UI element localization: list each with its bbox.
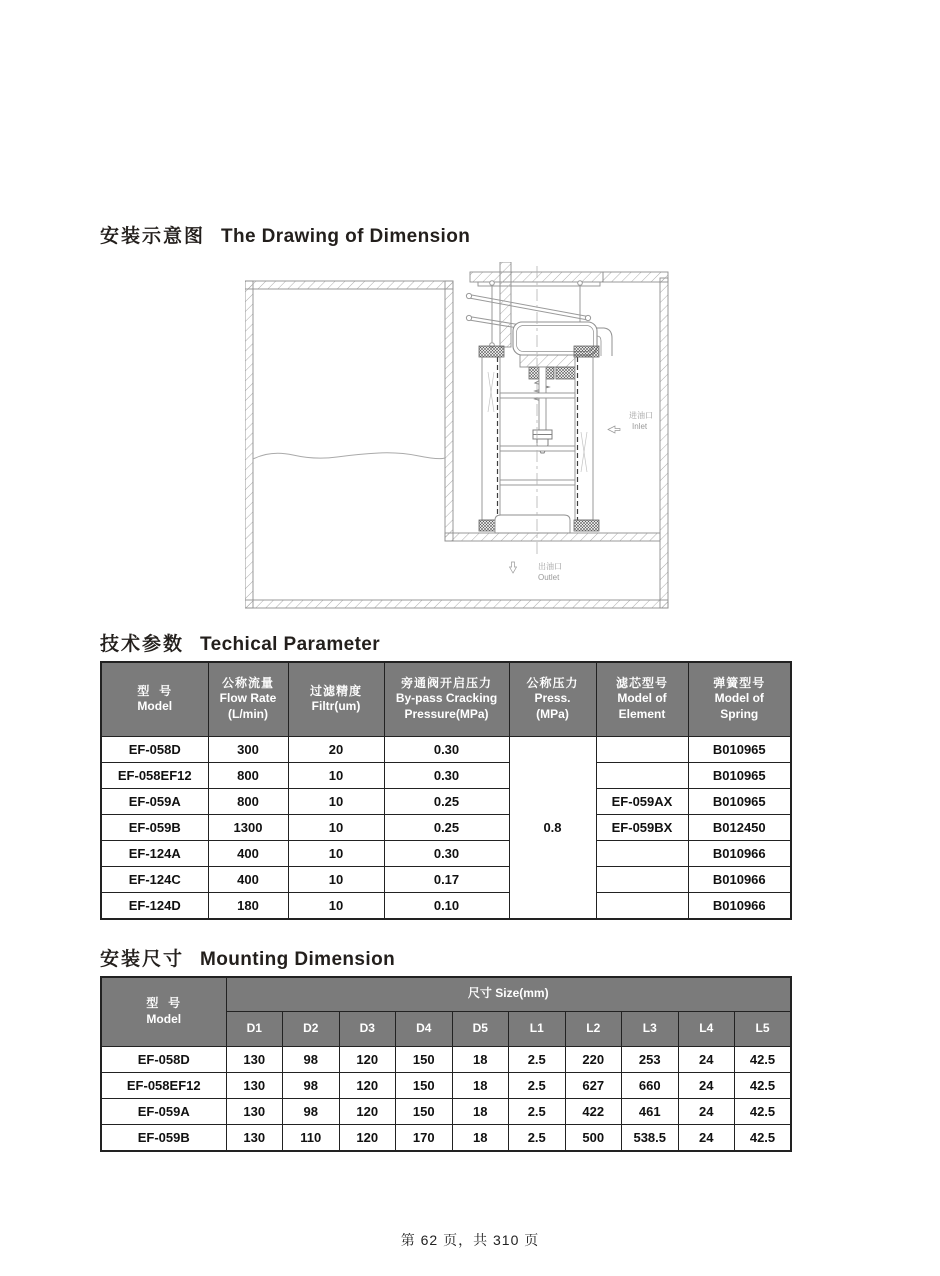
- mount-header-row-1: [101, 977, 791, 1011]
- drawing-section-title-zh: 安装示意图: [100, 226, 206, 247]
- outlet-label-zh: 出油口: [538, 562, 562, 571]
- param-section-title: [100, 629, 380, 656]
- bypass-spring: [533, 367, 552, 453]
- mount-row: [101, 1098, 791, 1124]
- cell-flow: 1300: [208, 814, 288, 840]
- cell-d4: 150: [396, 1098, 453, 1124]
- mount-header-d5: D5: [452, 1011, 509, 1046]
- cell-element: EF-059AX: [596, 788, 688, 814]
- cell-model: EF-059B: [101, 814, 208, 840]
- cell-d2: 98: [283, 1046, 340, 1072]
- mount-section-title-zh: 安装尺寸: [100, 949, 185, 970]
- cell-filtr: 10: [288, 788, 384, 814]
- param-header-model-zh: 型 号: [137, 683, 173, 698]
- cell-bypass: 0.30: [384, 736, 509, 762]
- cell-model: EF-058EF12: [101, 1072, 226, 1098]
- cell-flow: 400: [208, 866, 288, 892]
- cell-l3: 461: [622, 1098, 679, 1124]
- cell-l2: 422: [565, 1098, 622, 1124]
- mount-header-d4: D4: [396, 1011, 453, 1046]
- mount-header-l2: L2: [565, 1011, 622, 1046]
- cell-element-na: [596, 736, 688, 762]
- param-header-spring: 弹簧型号 Model of Spring: [688, 662, 791, 736]
- cell-d4: 150: [396, 1072, 453, 1098]
- cell-l4: 24: [678, 1046, 735, 1072]
- cell-model: EF-059A: [101, 788, 208, 814]
- outlet-annotation: [510, 561, 563, 582]
- drawing-section-title: [100, 221, 470, 248]
- cell-l3: 538.5: [622, 1124, 679, 1151]
- cell-d2: 98: [283, 1072, 340, 1098]
- cell-filtr: 20: [288, 736, 384, 762]
- installation-drawing: [245, 262, 670, 610]
- param-header-flow-rate: 公称流量 Flow Rate (L/min): [208, 662, 288, 736]
- cell-d3: 120: [339, 1098, 396, 1124]
- cell-spring: B012450: [688, 814, 791, 840]
- cell-model: EF-124A: [101, 840, 208, 866]
- cell-l5: 42.5: [735, 1072, 792, 1098]
- cell-l5: 42.5: [735, 1098, 792, 1124]
- mount-row: [101, 1046, 791, 1072]
- cell-l5: 42.5: [735, 1124, 792, 1151]
- outlet-label-en: Outlet: [538, 573, 560, 582]
- cell-d1: 130: [226, 1046, 283, 1072]
- cell-d1: 130: [226, 1072, 283, 1098]
- cell-press-merged: 0.8: [509, 736, 596, 919]
- cell-l1: 2.5: [509, 1046, 566, 1072]
- cell-l2: 220: [565, 1046, 622, 1072]
- cell-model: EF-058D: [101, 1046, 226, 1072]
- cell-d4: 170: [396, 1124, 453, 1151]
- param-row: [101, 788, 791, 814]
- cell-element-na: [596, 892, 688, 919]
- mount-header-model: 型 号 Model: [101, 977, 226, 1046]
- cell-flow: 800: [208, 788, 288, 814]
- cell-model: EF-124D: [101, 892, 208, 919]
- cell-element-na: [596, 840, 688, 866]
- cell-model: EF-058D: [101, 736, 208, 762]
- cell-d3: 120: [339, 1124, 396, 1151]
- cell-filtr: 10: [288, 840, 384, 866]
- cell-d1: 130: [226, 1124, 283, 1151]
- cell-l1: 2.5: [509, 1072, 566, 1098]
- param-row: [101, 762, 791, 788]
- inlet-arrow-icon: [608, 426, 620, 433]
- cell-flow: 400: [208, 840, 288, 866]
- cell-bypass: 0.30: [384, 762, 509, 788]
- cell-d5: 18: [452, 1098, 509, 1124]
- cell-spring: B010965: [688, 788, 791, 814]
- param-section-title-zh: 技术参数: [100, 634, 185, 655]
- param-header-model: [101, 662, 208, 736]
- param-row: [101, 840, 791, 866]
- outlet-arrow-icon: [510, 562, 517, 573]
- param-header-filtration: 过滤精度 Filtr(um): [288, 662, 384, 736]
- param-header-pressure: 公称压力 Press. (MPa): [509, 662, 596, 736]
- mount-header-l1: L1: [509, 1011, 566, 1046]
- mount-header-l3: L3: [622, 1011, 679, 1046]
- cell-d5: 18: [452, 1124, 509, 1151]
- cell-l1: 2.5: [509, 1098, 566, 1124]
- mount-header-d2: D2: [283, 1011, 340, 1046]
- cell-flow: 180: [208, 892, 288, 919]
- mount-header-d3: D3: [339, 1011, 396, 1046]
- cell-d2: 98: [283, 1098, 340, 1124]
- cell-spring: B010965: [688, 736, 791, 762]
- inlet-annotation: [608, 410, 653, 433]
- param-header-element: 滤芯型号 Model of Element: [596, 662, 688, 736]
- cell-filtr: 10: [288, 762, 384, 788]
- param-row: [101, 892, 791, 919]
- cell-l4: 24: [678, 1072, 735, 1098]
- mount-section-title: [100, 944, 395, 971]
- param-row: [101, 814, 791, 840]
- cell-flow: 300: [208, 736, 288, 762]
- cell-model: EF-059B: [101, 1124, 226, 1151]
- technical-parameter-table: [100, 661, 792, 920]
- mount-row: [101, 1072, 791, 1098]
- cell-l4: 24: [678, 1124, 735, 1151]
- cell-element-na: [596, 762, 688, 788]
- inlet-label-zh: 进油口: [629, 411, 653, 420]
- cell-l2: 500: [565, 1124, 622, 1151]
- inlet-label-en: Inlet: [632, 422, 648, 431]
- cell-l3: 660: [622, 1072, 679, 1098]
- oil-level-line: [253, 453, 445, 459]
- installation-drawing-svg: [245, 262, 670, 610]
- param-section-title-en: Techical Parameter: [200, 634, 381, 655]
- cell-element: EF-059BX: [596, 814, 688, 840]
- cell-bypass: 0.30: [384, 840, 509, 866]
- cell-d1: 130: [226, 1098, 283, 1124]
- mount-header-l4: L4: [678, 1011, 735, 1046]
- cell-d3: 120: [339, 1046, 396, 1072]
- drawing-section-title-en: The Drawing of Dimension: [221, 226, 471, 247]
- cell-model: EF-058EF12: [101, 762, 208, 788]
- cell-l4: 24: [678, 1098, 735, 1124]
- cell-d2: 110: [283, 1124, 340, 1151]
- cell-l3: 253: [622, 1046, 679, 1072]
- cell-d4: 150: [396, 1046, 453, 1072]
- cell-spring: B010965: [688, 762, 791, 788]
- cell-bypass: 0.17: [384, 866, 509, 892]
- cell-flow: 800: [208, 762, 288, 788]
- mount-header-size: 尺寸 Size(mm): [226, 977, 791, 1011]
- cell-d5: 18: [452, 1072, 509, 1098]
- cell-l2: 627: [565, 1072, 622, 1098]
- cell-spring: B010966: [688, 840, 791, 866]
- mount-header-d1: D1: [226, 1011, 283, 1046]
- param-row: [101, 866, 791, 892]
- cell-l1: 2.5: [509, 1124, 566, 1151]
- cell-model: EF-059A: [101, 1098, 226, 1124]
- cell-bypass: 0.25: [384, 788, 509, 814]
- cell-filtr: 10: [288, 814, 384, 840]
- param-header-model-en: Model: [137, 699, 173, 714]
- cell-d3: 120: [339, 1072, 396, 1098]
- cell-filtr: 10: [288, 866, 384, 892]
- cell-filtr: 10: [288, 892, 384, 919]
- cell-bypass: 0.25: [384, 814, 509, 840]
- param-row: [101, 736, 791, 762]
- page-number-footer: 第 62 页，共 310 页: [400, 1232, 540, 1248]
- mount-row: [101, 1124, 791, 1151]
- tank-walls: [245, 272, 668, 608]
- mounting-dimension-table: [100, 976, 792, 1152]
- cell-l5: 42.5: [735, 1046, 792, 1072]
- mount-header-l5: L5: [735, 1011, 792, 1046]
- cell-element-na: [596, 866, 688, 892]
- cell-spring: B010966: [688, 892, 791, 919]
- cell-spring: B010966: [688, 866, 791, 892]
- param-header-bypass: 旁通阀开启压力 By-pass Cracking Pressure(MPa): [384, 662, 509, 736]
- cell-model: EF-124C: [101, 866, 208, 892]
- mount-section-title-en: Mounting Dimension: [200, 949, 396, 970]
- cell-bypass: 0.10: [384, 892, 509, 919]
- param-header-row: [101, 662, 791, 736]
- cell-d5: 18: [452, 1046, 509, 1072]
